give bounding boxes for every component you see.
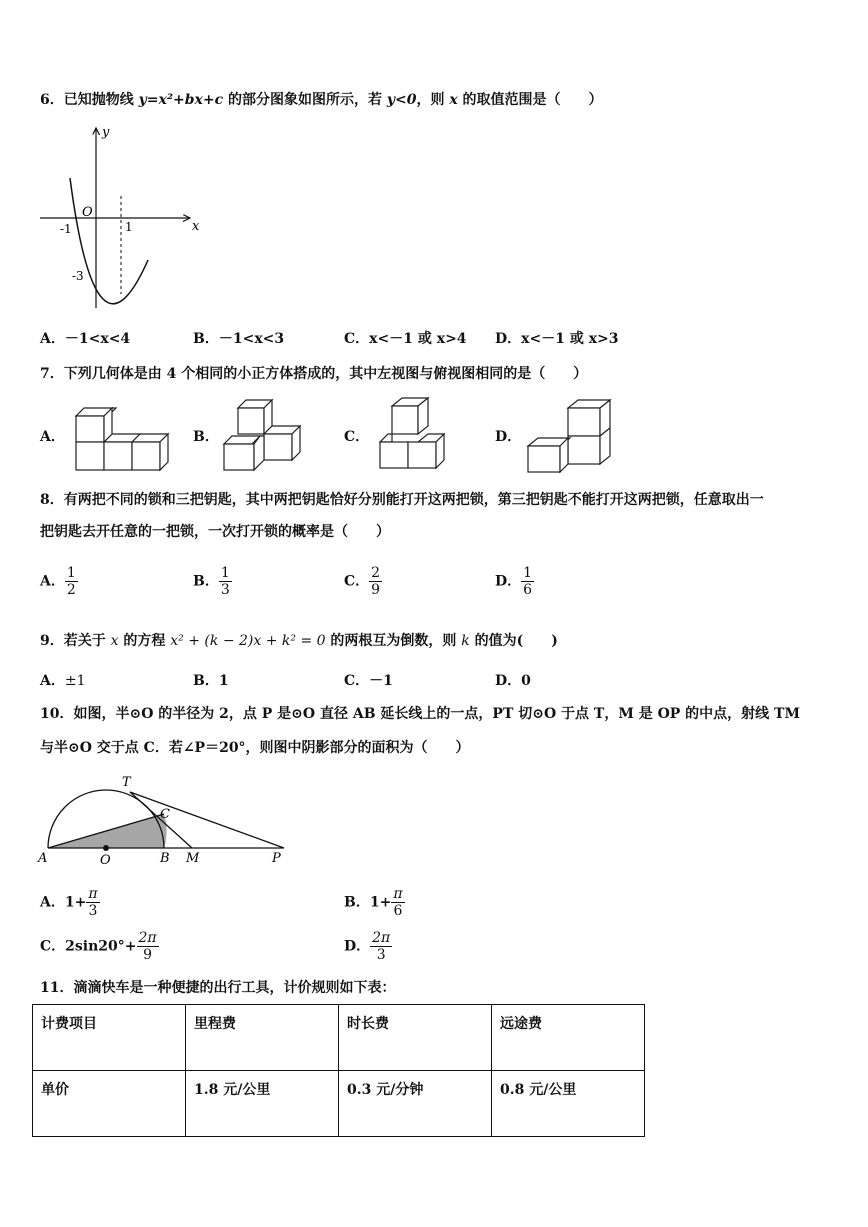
q6-equation: y=x²+bx+c (138, 92, 224, 108)
q10-stem-line1: 10．如图，半⊙O 的半径为 2，点 P 是⊙O 直径 AB 延长线上的一点，PT 切⊙O 于点 T，M 是 OP 的中点，射线 TM (40, 706, 800, 722)
fraction-numerator: 1 (523, 565, 533, 581)
q9-stem-part: 的值为( ) (469, 633, 558, 649)
q7-option-b-cubes (220, 398, 310, 474)
q6-option-d[interactable] (495, 329, 619, 349)
fraction-denominator: 2 (66, 582, 76, 598)
q8-option-c[interactable] (344, 565, 382, 598)
q7-option-b-label[interactable]: B． (193, 429, 219, 445)
fraction-denominator: 6 (523, 582, 533, 598)
q6-option-a[interactable] (40, 329, 130, 349)
fraction-numerator: 2π (372, 930, 391, 946)
label-p: P (272, 851, 281, 866)
q6-stem-part: 的部分图象如图所示，若 (223, 92, 387, 108)
option-letter: D． (344, 938, 371, 955)
option-letter: A． (40, 894, 65, 911)
fraction (370, 930, 392, 963)
q10-stem-line2: 与半⊙O 交于点 C．若∠P＝20°，则图中阴影部分的面积为（ ） (40, 740, 470, 756)
q6-option-b[interactable] (193, 329, 284, 349)
q7-option-c-cubes (374, 394, 454, 474)
fare-table (32, 1004, 645, 1137)
fraction (369, 565, 382, 598)
option-text: －1<x<3 (218, 331, 285, 347)
fraction-numerator: π (393, 886, 403, 902)
q9-option-c[interactable] (344, 671, 393, 691)
option-text: －1<x<4 (64, 331, 131, 347)
table-cell: 0.8 元/公里 (492, 1071, 645, 1137)
q10-option-c[interactable] (40, 930, 159, 963)
q9-option-d[interactable] (495, 671, 531, 691)
option-letter: B． (193, 673, 219, 689)
fraction-numerator: 1 (66, 565, 76, 581)
table-cell: 0.3 元/分钟 (339, 1071, 492, 1137)
fraction (521, 565, 534, 598)
q7-option-a-label[interactable]: A． (40, 429, 65, 445)
fraction-numerator: 2π (138, 930, 157, 946)
option-letter: A． (40, 673, 65, 689)
fraction-denominator: 3 (376, 947, 386, 963)
q7-option-a-cubes (72, 404, 182, 474)
q6-option-c[interactable] (344, 329, 467, 349)
q9-option-a[interactable] (40, 671, 86, 691)
option-letter: D． (495, 673, 522, 689)
option-letter: C． (344, 331, 370, 347)
fraction (86, 886, 99, 919)
center-point (103, 845, 109, 851)
tick-label-neg3: -3 (72, 269, 84, 283)
option-text: x<－1 或 x>4 (369, 331, 467, 347)
q10-option-b[interactable] (344, 886, 405, 919)
fraction (391, 886, 404, 919)
fraction-denominator: 9 (371, 582, 381, 598)
fraction-numerator: 1 (220, 565, 230, 581)
tick-label-1: 1 (125, 220, 133, 234)
option-letter: B． (344, 894, 370, 911)
q9-stem-part: 的两根互为倒数，则 (325, 633, 462, 649)
label-o: O (100, 853, 111, 868)
y-axis-label: y (102, 125, 110, 140)
q8-option-a[interactable] (40, 565, 78, 598)
option-letter: A． (40, 331, 65, 347)
q6-stem-part: 6．已知抛物线 (40, 92, 139, 108)
option-text: 0 (521, 673, 531, 689)
q7-option-d-label[interactable]: D． (495, 429, 522, 445)
fraction (137, 930, 159, 963)
x-axis-label: x (192, 219, 200, 234)
q6-parabola-graph (30, 118, 220, 318)
option-letter: D． (495, 573, 522, 590)
option-letter: B． (193, 573, 219, 590)
q9-stem-part: 的方程 (118, 633, 171, 649)
q9-option-b[interactable] (193, 671, 229, 691)
q10-semicircle-figure (36, 770, 296, 870)
origin-label: O (82, 205, 93, 220)
option-text: ±1 (64, 673, 86, 689)
tick-label-neg1: -1 (60, 222, 72, 236)
label-m: M (186, 851, 200, 866)
fraction (219, 565, 232, 598)
q6-var: x (449, 92, 458, 108)
label-a: A (38, 851, 48, 866)
option-prefix: 1+ (369, 894, 392, 911)
q9-stem-part: 9．若关于 (40, 633, 111, 649)
q9-equation: x² + (k − 2)x + k² = 0 (170, 633, 326, 649)
q7-option-c-label[interactable]: C． (344, 429, 370, 445)
table-header-cell: 远途费 (492, 1005, 645, 1071)
q6-stem-part: ，则 (416, 92, 450, 108)
fraction-denominator: 3 (220, 582, 230, 598)
table-cell: 1.8 元/公里 (186, 1071, 339, 1137)
option-text: x<－1 或 x>3 (521, 331, 619, 347)
q8-stem-line2: 把钥匙去开任意的一把锁，一次打开锁的概率是（ ） (40, 524, 390, 540)
q6-condition: y<0 (386, 92, 417, 108)
option-letter: A． (40, 573, 65, 590)
fraction-denominator: 6 (393, 903, 403, 919)
q8-stem-line1: 8．有两把不同的锁和三把钥匙，其中两把钥匙恰好分别能打开这两把锁，第三把钥匙不能打开这两把锁，任意取出一 (40, 492, 764, 508)
label-b: B (160, 851, 170, 866)
label-c: C (160, 807, 170, 822)
parabola-curve (70, 178, 148, 304)
table-header-cell: 里程费 (186, 1005, 339, 1071)
q7-option-d-cubes (524, 396, 620, 476)
label-t: T (122, 775, 131, 790)
q11-stem: 11．滴滴快车是一种便捷的出行工具，计价规则如下表： (40, 980, 396, 996)
option-text: －1 (369, 673, 393, 689)
option-letter: D． (495, 331, 522, 347)
option-prefix: 2sin20°+ (65, 938, 137, 955)
option-text: 1 (218, 673, 229, 689)
table-header-cell: 计费项目 (33, 1005, 186, 1071)
fraction-numerator: 2 (371, 565, 381, 581)
q8-option-b[interactable] (193, 565, 232, 598)
fraction-denominator: 3 (88, 903, 98, 919)
q9-var: x (110, 633, 119, 649)
option-letter: B． (193, 331, 219, 347)
table-row (33, 1005, 645, 1071)
option-letter: C． (344, 573, 370, 590)
fraction-numerator: π (88, 886, 98, 902)
q10-option-a[interactable] (40, 886, 100, 919)
q9-stem (40, 631, 558, 651)
q8-option-d[interactable] (495, 565, 534, 598)
fraction (65, 565, 78, 598)
option-letter: C． (40, 938, 66, 955)
q10-option-d[interactable] (344, 930, 392, 963)
option-prefix: 1+ (64, 894, 87, 911)
q6-stem-part: 的取值范围是（ ） (457, 92, 603, 108)
table-cell: 单价 (33, 1071, 186, 1137)
q6-stem (40, 90, 603, 110)
q9-var-k: k (461, 633, 470, 649)
table-header-cell: 时长费 (339, 1005, 492, 1071)
option-letter: C． (344, 673, 370, 689)
table-row (33, 1071, 645, 1137)
fraction-denominator: 9 (143, 947, 153, 963)
q7-stem: 7．下列几何体是由 4 个相同的小正方体搭成的，其中左视图与俯视图相同的是（ ） (40, 366, 588, 382)
